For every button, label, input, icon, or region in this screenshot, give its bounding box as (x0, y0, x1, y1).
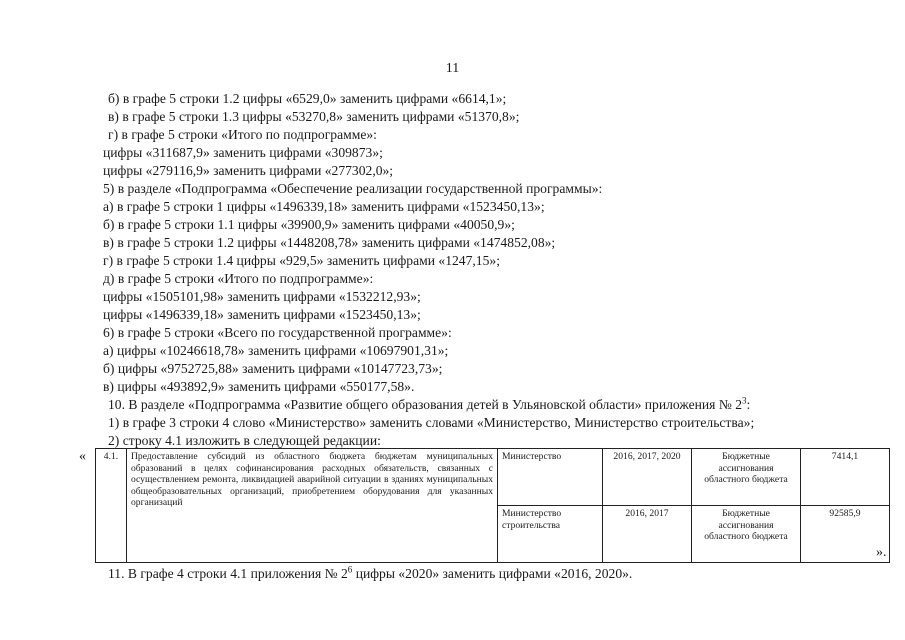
text-line: 6) в графе 5 строки «Всего по государственной программе»: (103, 325, 452, 340)
opening-quote: « (79, 449, 86, 464)
text-line: цифры «1496339,18» заменить цифрами «1523450,13»; (103, 307, 421, 322)
text-line: 2) строку 4.1 изложить в следующей редакции: (108, 433, 381, 448)
text-line: б) в графе 5 строки 1.2 цифры «6529,0» заменить цифрами «6614,1»; (108, 91, 507, 106)
final-line: 11. В графе 4 строки 4.1 приложения № $2^6$ цифры «2020» заменить цифрами «2016, 2020». (108, 564, 633, 581)
text-line: в) цифры «493892,9» заменить цифрами «550177,58». (103, 379, 415, 394)
text-line: в) в графе 5 строки 1.2 цифры «1448208,78» заменить цифрами «1474852,08»; (103, 235, 556, 250)
executor-cell: Министерство (498, 449, 603, 506)
amendment-table (95, 448, 890, 563)
amount-cell: 92585,9 (801, 506, 890, 563)
text-line: 10. В разделе «Подпрограмма «Развитие общего образования детей в Ульяновской области» приложения № $2^3$: (108, 395, 751, 412)
description-cell: Предоставление субсидий из областного бюджета бюджетам муниципальных образований в целях софинансирования расходных обязательств, связанных с осуществлением ремонта, ликвидацией аварийной ситуации в зданиях муниципальных общеобразовательных организаций, приобретением оборудования для указанных организаций (127, 449, 498, 563)
text-line: а) цифры «10246618,78» заменить цифрами «10697901,31»; (103, 343, 449, 358)
superscript: 3 (742, 395, 747, 406)
text-line: д) в графе 5 строки «Итого по подпрограмме»: (103, 271, 374, 286)
text-line: г) в графе 5 строки «Итого по подпрограмме»: (108, 127, 377, 142)
text-line: 1) в графе 3 строки 4 слово «Министерство» заменить словами «Министерство, Министерство строительства»; (108, 415, 755, 430)
text-line: г) в графе 5 строки 1.4 цифры «929,5» заменить цифрами «1247,15»; (103, 253, 500, 268)
table-row (96, 449, 890, 506)
text-line: б) в графе 5 строки 1.1 цифры «39900,9» заменить цифрами «40050,9»; (103, 217, 515, 232)
text-line: в) в графе 5 строки 1.3 цифры «53270,8» заменить цифрами «51370,8»; (108, 109, 520, 124)
executor-cell: Министерство строительства (498, 506, 603, 563)
source-cell: Бюджетные ассигнования областного бюджета (692, 506, 801, 563)
text-line: а) в графе 5 строки 1 цифры «1496339,18» заменить цифрами «1523450,13»; (103, 199, 545, 214)
years-cell: 2016, 2017, 2020 (603, 449, 692, 506)
text-line: б) цифры «9752725,88» заменить цифрами «10147723,73»; (103, 361, 443, 376)
text-line: цифры «279116,9» заменить цифрами «277302,0»; (103, 163, 394, 178)
superscript: 6 (347, 564, 353, 575)
page-number: 11 (445, 61, 460, 76)
amount-cell: 7414,1 (801, 449, 890, 506)
years-cell: 2016, 2017 (603, 506, 692, 563)
text-line: цифры «311687,9» заменить цифрами «309873»; (103, 145, 383, 160)
text-line: 5) в разделе «Подпрограмма «Обеспечение реализации государственной программы»: (103, 181, 603, 196)
text-line: цифры «1505101,98» заменить цифрами «1532212,93»; (103, 289, 421, 304)
source-cell: Бюджетные ассигнования областного бюджета (692, 449, 801, 506)
closing-quote: ». (876, 545, 887, 560)
row-number-cell: 4.1. (96, 449, 127, 563)
